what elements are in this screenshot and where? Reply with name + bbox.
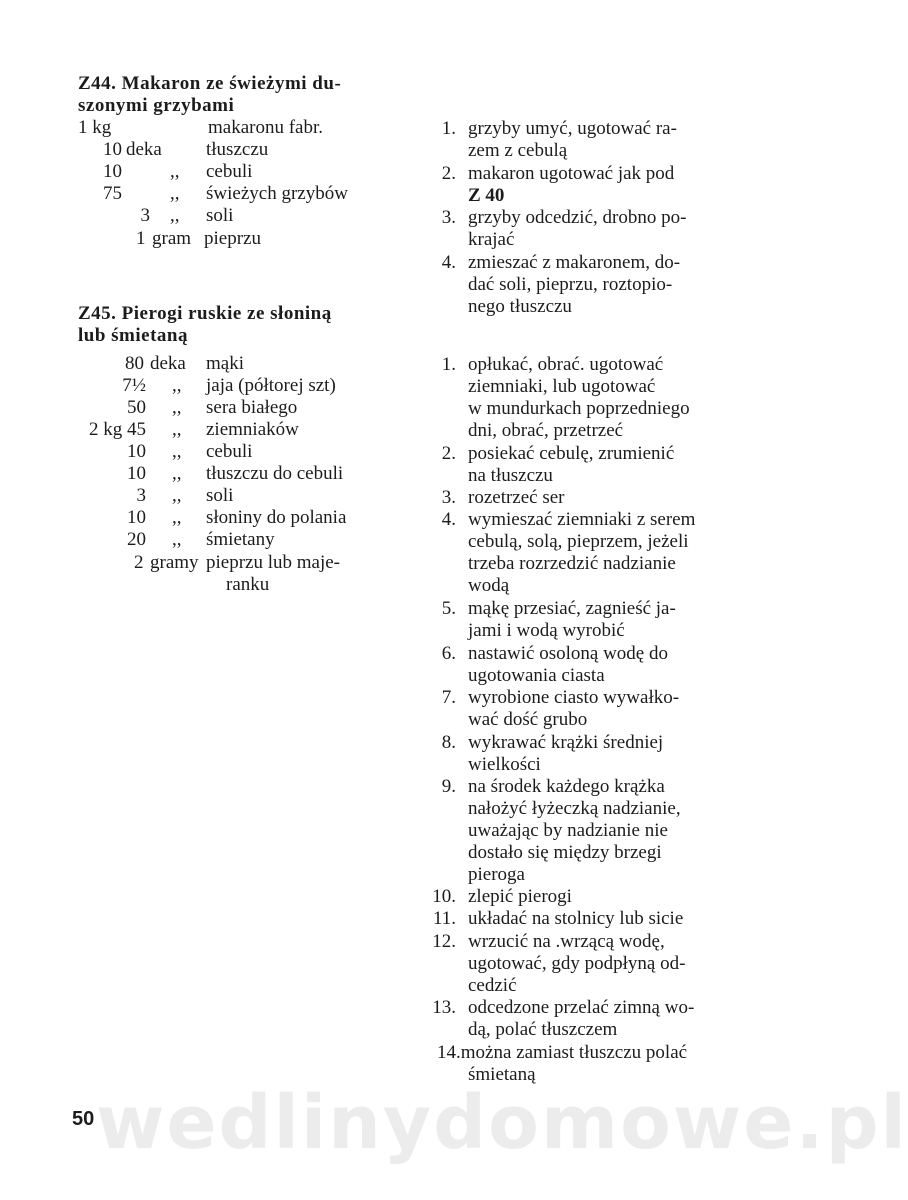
step-line: wrzucić na .wrzącą wodę,: [468, 931, 665, 952]
step-line: zmieszać z makaronem, do-: [468, 252, 681, 273]
step-text: [468, 118, 768, 162]
step-line: nałożyć łyżeczką nadzianie,: [468, 798, 681, 819]
step-text: [468, 997, 768, 1041]
ingredient-name: soli: [206, 205, 234, 226]
ingredient-unit: ,,: [172, 441, 182, 462]
step-number: 8.: [441, 732, 456, 753]
step-number: 5.: [441, 598, 456, 619]
step-line: ugotować, gdy podpłyną od-: [468, 953, 686, 974]
step-line: na środek każdego krążka: [468, 776, 665, 797]
ingredient-name: soli: [206, 485, 234, 506]
ingredient-qty: 10: [127, 463, 146, 484]
ingredient-unit: deka: [126, 139, 162, 160]
step-line: nego tłuszczu: [468, 296, 572, 317]
step-text: [468, 207, 768, 251]
step-number: 7.: [441, 687, 456, 708]
step-line: dą, polać tłuszczem: [468, 1019, 618, 1040]
step-text: [468, 776, 768, 886]
ingredient-qty: 3: [136, 485, 146, 506]
step-text: [468, 908, 768, 930]
step-text: [468, 487, 768, 509]
step-number: 10.: [432, 886, 456, 907]
ingredient-name: pieprzu: [204, 228, 261, 249]
step-number: 6.: [441, 643, 456, 664]
ingredient-qty: 75: [103, 183, 122, 204]
ingredient-qty: 7½: [122, 375, 146, 396]
ingredient-unit: ,,: [172, 507, 182, 528]
title-line: Z44. Makaron ze świeżymi du-: [78, 73, 342, 94]
step-line: na tłuszczu: [468, 465, 553, 486]
step-line: układać na stolnicy lub sicie: [468, 908, 684, 929]
step-text: [468, 732, 768, 776]
step-text: [468, 931, 768, 997]
step-line: opłukać, obrać. ugotować: [468, 354, 664, 375]
ingredient-unit: ,,: [170, 183, 180, 204]
step-number: 13.: [432, 997, 456, 1018]
step-line: cedzić: [468, 975, 517, 996]
step-number: 4.: [441, 252, 456, 273]
step-line: .można zamiast tłuszczu polać: [456, 1042, 688, 1063]
ingredient-name: słoniny do polania: [206, 507, 347, 528]
ingredient-qty: 3: [140, 205, 150, 226]
step-text: [468, 886, 768, 908]
step-number: 2.: [441, 163, 456, 184]
step-text: [468, 163, 768, 207]
ingredient-name: cebuli: [206, 441, 253, 462]
step-line: zem z cebulą: [468, 140, 568, 161]
ingredient-qty: 1 kg: [78, 117, 112, 138]
step-line: wymieszać ziemniaki z serem: [468, 509, 696, 530]
title-line: szonymi grzybami: [78, 95, 235, 116]
step-number: 1.: [441, 354, 456, 375]
step-line: uważając by nadzianie nie: [468, 820, 668, 841]
step-line: wielkości: [468, 754, 541, 775]
step-line: trzeba rozrzedzić nadzianie: [468, 553, 676, 574]
ingredient-qty: 2: [134, 552, 144, 573]
ingredient-unit: deka: [150, 353, 186, 374]
ingredient-name: ziemniaków: [206, 419, 299, 440]
step-line: dać soli, pieprzu, roztopio-: [468, 274, 673, 295]
ingredient-unit: ,,: [172, 375, 182, 396]
ingredient-qty: 10: [127, 441, 146, 462]
step-line: odcedzone przelać zimną wo-: [468, 997, 695, 1018]
ingredient-qty: 10: [103, 139, 122, 160]
step-line: wyrobione ciasto wywałko-: [468, 687, 680, 708]
step-number: 3.: [441, 487, 456, 508]
step-text: [468, 443, 768, 487]
step-line: wodą: [468, 575, 510, 596]
step-number: 4.: [441, 509, 456, 530]
ingredient-qty: 1: [136, 228, 146, 249]
step-line: wać dość grubo: [468, 709, 588, 730]
ingredient-qty: 2 kg 45: [89, 419, 146, 440]
step-line: pieroga: [468, 864, 525, 885]
step-text: [468, 354, 768, 442]
ingredient-unit: ,,: [172, 529, 182, 550]
step-text: [468, 687, 768, 731]
step-line: śmietaną: [468, 1064, 536, 1085]
step-line: dni, obrać, przetrzeć: [468, 420, 624, 441]
ingredient-qty: 10: [127, 507, 146, 528]
step-line: krajać: [468, 229, 515, 250]
step-line: grzyby odcedzić, drobno po-: [468, 207, 687, 228]
ingredient-qty: 50: [127, 397, 146, 418]
step-number: 11.: [432, 908, 456, 929]
ingredient-name: świeżych grzybów: [206, 183, 348, 204]
step-line: rozetrzeć ser: [468, 487, 565, 508]
ingredient-name: cebuli: [206, 161, 253, 182]
step-line: cebulą, solą, pieprzem, jeżeli: [468, 531, 689, 552]
ingredient-name: pieprzu lub maje-: [206, 552, 341, 573]
ingredient-unit: gram: [152, 228, 192, 249]
ingredient-name: tłuszczu do cebuli: [206, 463, 344, 484]
step-number: 12.: [432, 931, 456, 952]
ingredient-unit: ,,: [172, 419, 182, 440]
ingredient-unit: ,,: [172, 485, 182, 506]
ingredient-qty: 10: [103, 161, 122, 182]
step-line: posiekać cebulę, zrumienić: [468, 443, 675, 464]
title-line: Z45. Pierogi ruskie ze słoniną: [78, 303, 332, 324]
ingredient-unit: ,,: [172, 463, 182, 484]
ingredient-name: śmietany: [206, 529, 275, 550]
step-text: [468, 643, 768, 687]
step-line: wykrawać krążki średniej: [468, 732, 664, 753]
step-text: [468, 509, 768, 597]
ingredient-name: sera białego: [206, 397, 298, 418]
step-number: 9.: [441, 776, 456, 797]
step-line: mąkę przesiać, zagnieść ja-: [468, 598, 676, 619]
recipe-title-z45: [78, 303, 332, 347]
ingredient-unit: ,,: [170, 161, 180, 182]
ingredient-qty: 20: [127, 529, 146, 550]
ingredient-name: ranku: [226, 574, 270, 595]
step-line: zlepić pierogi: [468, 886, 572, 907]
step-number: 14: [437, 1042, 456, 1063]
page-number: 50: [72, 1108, 95, 1130]
step-line: jami i wodą wyrobić: [468, 620, 625, 641]
step-number: 3.: [441, 207, 456, 228]
title-line: lub śmietaną: [78, 325, 188, 346]
step-line: dostało się między brzegi: [468, 842, 662, 863]
recipe-title-z44: [78, 73, 341, 117]
step-line: w mundurkach poprzedniego: [468, 398, 690, 419]
step-line: grzyby umyć, ugotować ra-: [468, 118, 677, 139]
step-line: ziemniaki, lub ugotować: [468, 376, 656, 397]
ingredient-unit: ,,: [172, 397, 182, 418]
ingredient-qty: 80: [125, 353, 144, 374]
ingredient-name: jaja (półtorej szt): [206, 375, 336, 396]
ingredient-unit: ,,: [170, 205, 180, 226]
step-text: [468, 598, 768, 642]
ingredient-unit: gramy: [150, 552, 199, 573]
step-line: Z 40: [468, 185, 505, 206]
ingredient-name: tłuszczu: [206, 139, 269, 160]
step-text: [468, 252, 768, 318]
step-line: nastawić osoloną wodę do: [468, 643, 668, 664]
watermark: wedlinydomowe.pl: [96, 1080, 908, 1166]
ingredient-name: mąki: [206, 353, 244, 374]
ingredient-name: makaronu fabr.: [208, 117, 324, 138]
step-line: ugotowania ciasta: [468, 665, 605, 686]
step-line: makaron ugotować jak pod: [468, 163, 675, 184]
step-number: 2.: [441, 443, 456, 464]
step-number: 1.: [441, 118, 456, 139]
